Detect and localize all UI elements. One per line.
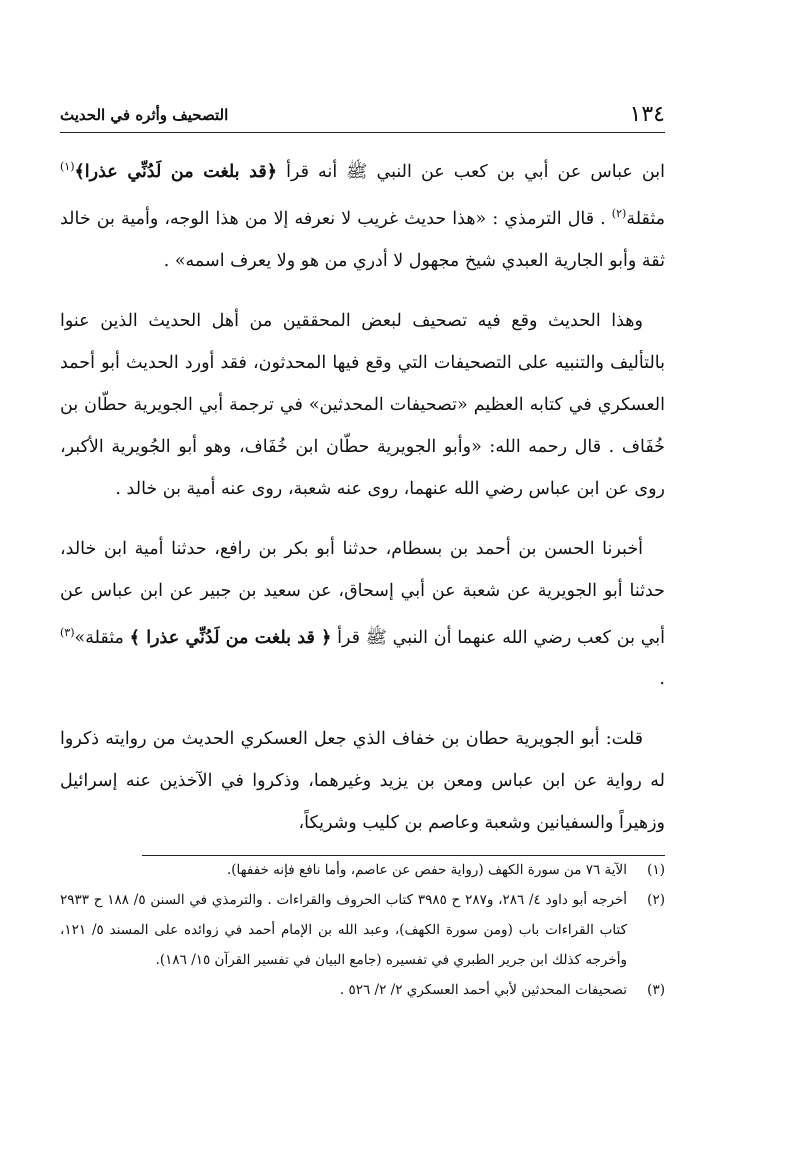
- paragraph-1: [60, 146, 665, 282]
- page-header: [60, 100, 665, 133]
- main-text: [60, 146, 665, 844]
- footnote-3: [60, 975, 665, 1005]
- footnote-text: تصحيفات المحدثين لأبي أحمد العسكري ٢/ ٢/ ٥٢٦ .: [339, 982, 627, 998]
- footnote-text: أخرجه أبو داود ٤/ ٢٨٦، و٢٨٧ ح ٣٩٨٥ كتاب الحروف والقراءات . والترمذي في السنن ٥/ ١٨٨ ح ٢٩٣٣ كتاب القراءات باب (ومن سورة الكهف)، وعبد الله بن الإمام أحمد في زوائده على المسند ٥/ ١٢١، وأخرجه كذلك ابن جرير الطبري في تفسيره (جامع البيان في تفسير القرآن ١٥/ ١٨٦).: [60, 892, 627, 968]
- footnote-ref-1: (١): [60, 160, 75, 173]
- footnote-ref-3: (٣): [60, 625, 75, 639]
- footnote-number: (٢): [647, 892, 665, 908]
- paragraph-2: وهذا الحديث وقع فيه تصحيف لبعض المحققين من أهل الحديث الذين عنوا بالتأليف والتنبيه على التصحيفات التي وقع فيها المحدثون، فقد أورد الحديث أبو أحمد العسكري في كتابه العظيم «تصحيفات المحدثين» في ترجمة أبي الجويرية حطّان بن خُفَاف . قال رحمه الله: «وأبو الجويرية حطّان ابن خُفَاف، وهو أبو الجُويرية الأكبر، روى عن ابن عباس رضي الله عنهما، روى عنه شعبة، روى عنه أمية بن خالد .: [60, 310, 665, 499]
- footnote-ref-2: (٢): [611, 206, 627, 220]
- footnote-2: [60, 885, 665, 975]
- p1-text-b: مثقلة: [626, 208, 665, 229]
- running-title: التصحيف وأثره في الحديث: [60, 106, 229, 124]
- quran-quote-2: ﴿ قد بلغت من لَدُنِّي عذرا ﴾: [129, 627, 332, 648]
- quran-quote-1: ﴿قد بلغت من لَدُنِّي عذرا﴾: [74, 161, 277, 182]
- p1-text-c: . قال الترمذي : «هذا حديث غريب لا نعرفه إلا من هذا الوجه، وأمية بن خالد ثقة وأبو الجارية العبدي شيخ مجهول لا أدري من هو ولا يعرف اسمه» .: [60, 208, 665, 271]
- footnote-number: (١): [647, 862, 665, 878]
- p1-text-a: ابن عباس عن أبي بن كعب عن النبي ﷺ أنه قرأ: [276, 161, 665, 182]
- paragraph-3: [60, 528, 665, 701]
- p3-text-c: .: [659, 669, 665, 690]
- footnotes: [60, 855, 665, 1005]
- paragraph-4: قلت: أبو الجويرية حطان بن خفاف الذي جعل العسكري الحديث من روايته ذكروا له رواية عن ابن عباس ومعن بن يزيد وغيرهما، وذكروا في الآخذين عنه إسرائيل وزهيراً والسفيانين وشعبة وعاصم بن كليب وشريكاً،: [60, 729, 665, 834]
- footnote-1: [60, 855, 665, 885]
- footnote-text: الآية ٧٦ من سورة الكهف (رواية حفص عن عاصم، وأما نافع فإنه خففها).: [226, 862, 627, 878]
- page-number: ١٣٤: [629, 102, 665, 127]
- footnote-number: (٣): [647, 982, 665, 998]
- p3-text-b: مثقلة»: [74, 627, 130, 648]
- p3-text-a: أخبرنا الحسن بن أحمد بن بسطام، حدثنا أبو بكر بن رافع، حدثنا أمية ابن خالد، حدثنا أبو الجويرية عن شعبة عن أبي إسحاق، عن سعيد بن جبير عن ابن عباس عن أبي بن كعب رضي الله عنهما أن النبي ﷺ قرأ: [60, 538, 666, 648]
